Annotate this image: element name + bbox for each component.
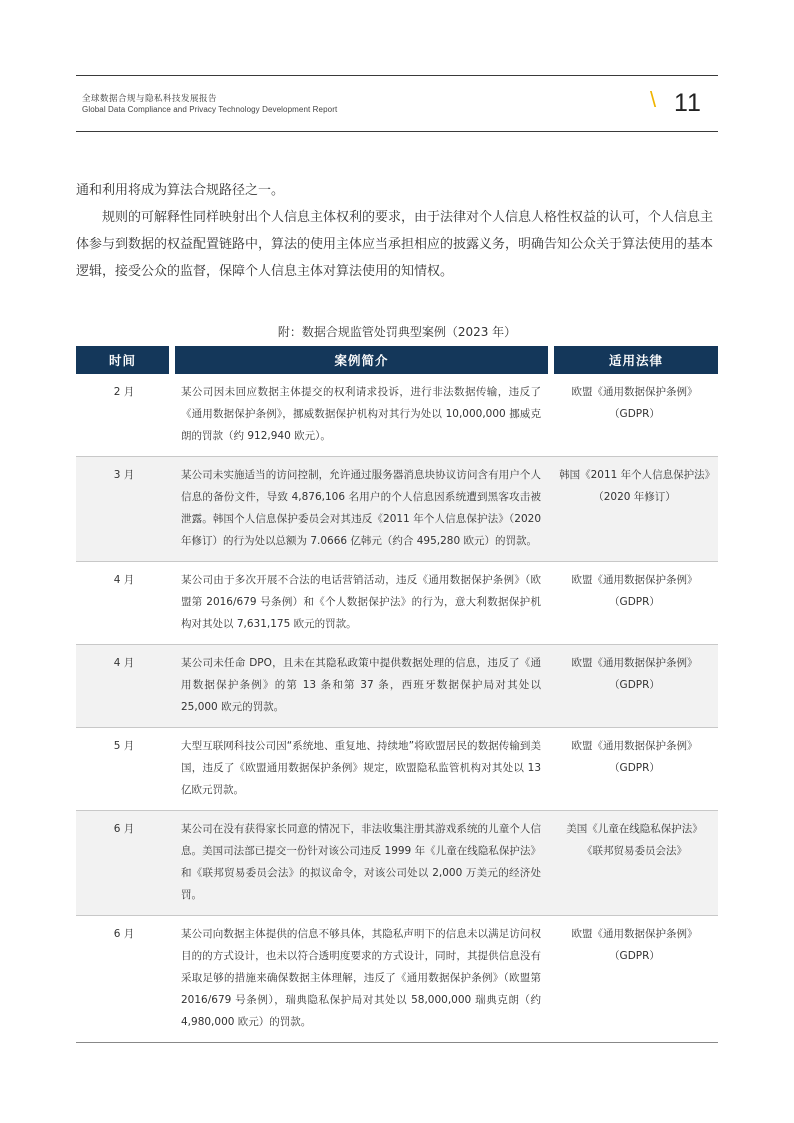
paragraph-explainability: 规则的可解释性同样映射出个人信息主体权利的要求，由于法律对个人信息人格性权益的认可，个人信息主体参与到数据的权益配置链路中，算法的使用主体应当承担相应的披露义务，明确告知公众关于算法使用的基本逻辑，接受公众的监督，保障个人信息主体对算法使用的知情权。	[76, 210, 714, 279]
case-law: 欧盟《通用数据保护条例》（GDPR）	[551, 728, 718, 811]
case-law: 欧盟《通用数据保护条例》（GDPR）	[551, 374, 718, 457]
table-row	[76, 374, 718, 457]
case-law: 欧盟《通用数据保护条例》（GDPR）	[551, 916, 718, 1043]
table-header-row	[76, 346, 718, 374]
case-time: 4 月	[76, 562, 172, 645]
table-row	[76, 562, 718, 645]
case-law: 欧盟《通用数据保护条例》（GDPR）	[551, 645, 718, 728]
header-case-summary: 案例简介	[172, 346, 551, 374]
case-summary: 某公司未实施适当的访问控制，允许通过服务器消息块协议访问含有用户个人信息的备份文件，导致 4,876,106 名用户的个人信息因系统遭到黑客攻击被泄露。韩国个人信息保护委员会对其违反《2011 年个人信息保护法》（2020 年修订）的行为处以总额为 7.0666 亿韩元（约合 495,280 欧元）的罚款。	[172, 457, 551, 562]
case-law: 韩国《2011 年个人信息保护法》（2020 年修订）	[551, 457, 718, 562]
table-row	[76, 645, 718, 728]
table-row	[76, 728, 718, 811]
table-row	[76, 457, 718, 562]
header-time: 时间	[76, 346, 172, 374]
case-summary: 某公司向数据主体提供的信息不够具体，其隐私声明下的信息未以满足访问权目的的方式设计，也未以符合透明度要求的方式设计，同时，其提供信息没有采取足够的措施来确保数据主体理解，违反了《通用数据保护条例》（欧盟第 2016/679 号条例），瑞典隐私保护局对其处以 58,000,000 瑞典克朗（约 4,980,000 欧元）的罚款。	[172, 916, 551, 1043]
table-row	[76, 916, 718, 1043]
penalty-cases-table	[76, 346, 718, 1043]
page-number-separator: \	[650, 87, 657, 112]
case-time: 3 月	[76, 457, 172, 562]
case-law: 欧盟《通用数据保护条例》（GDPR）	[551, 562, 718, 645]
report-title-en: Global Data Compliance and Privacy Technology Development Report	[82, 105, 338, 114]
page-number: 11	[674, 89, 702, 117]
report-title-cn: 全球数据合规与隐私科技发展报告	[82, 94, 218, 104]
case-time: 6 月	[76, 916, 172, 1043]
case-time: 5 月	[76, 728, 172, 811]
case-time: 2 月	[76, 374, 172, 457]
case-summary: 大型互联网科技公司因“系统地、重复地、持续地”将欧盟居民的数据传输到美国，违反了《欧盟通用数据保护条例》规定，欧盟隐私监管机构对其处以 13 亿欧元罚款。	[172, 728, 551, 811]
body-text	[76, 177, 718, 285]
case-summary: 某公司由于多次开展不合法的电话营销活动，违反《通用数据保护条例》（欧盟第 2016/679 号条例）和《个人数据保护法》的行为，意大利数据保护机构对其处以 7,631,175 欧元的罚款。	[172, 562, 551, 645]
page-header	[76, 75, 718, 132]
header-applicable-law: 适用法律	[551, 346, 718, 374]
table-row	[76, 811, 718, 916]
case-summary: 某公司因未回应数据主体提交的权利请求投诉，进行非法数据传输，违反了《通用数据保护条例》，挪威数据保护机构对其行为处以 10,000,000 挪威克朗的罚款（约 912,940 欧元）。	[172, 374, 551, 457]
case-law: 美国《儿童在线隐私保护法》《联邦贸易委员会法》	[551, 811, 718, 916]
case-time: 4 月	[76, 645, 172, 728]
paragraph-continuation: 通和利用将成为算法合规路径之一。	[76, 183, 285, 198]
case-summary: 某公司在没有获得家长同意的情况下，非法收集注册其游戏系统的儿童个人信息。美国司法部已提交一份针对该公司违反 1999 年《儿童在线隐私保护法》和《联邦贸易委员会法》的拟议命令，对该公司处以 2,000 万美元的经济处罚。	[172, 811, 551, 916]
table-caption: 附：数据合规监管处罚典型案例（2023 年）	[277, 325, 517, 339]
case-summary: 某公司未任命 DPO，且未在其隐私政策中提供数据处理的信息，违反了《通用数据保护条例》的第 13 条和第 37 条，西班牙数据保护局对其处以 25,000 欧元的罚款。	[172, 645, 551, 728]
case-time: 6 月	[76, 811, 172, 916]
